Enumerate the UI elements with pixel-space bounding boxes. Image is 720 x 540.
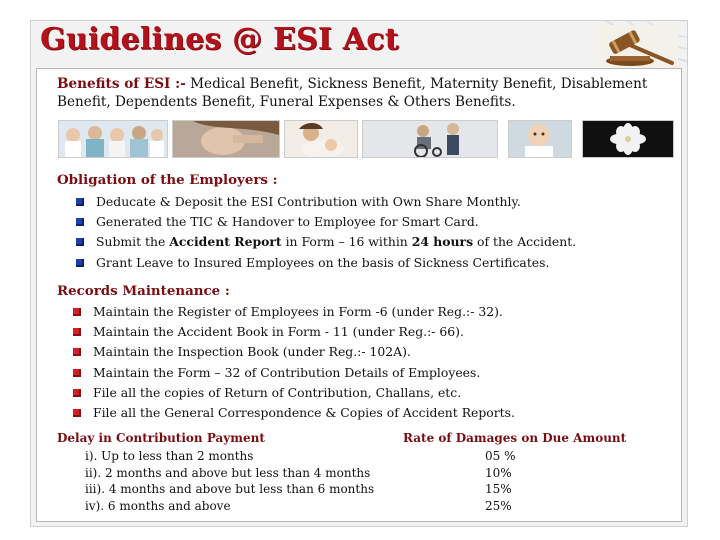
benefits-text: Medical Benefit, Sickness Benefit, Maternity Benefit, Disablement Benefit, Dependents Benefit, Funeral Expenses & Others Benefits. [57,76,648,110]
benefits-label: Benefits of ESI :- [57,76,186,92]
list-item: Grant Leave to Insured Employees on the basis of Sickness Certificates. [76,253,576,273]
bullet-icon [76,259,84,267]
records-list [73,302,515,423]
bullet-icon [73,328,81,336]
medical-team-photo [58,120,168,158]
list-item: Maintain the Inspection Book (under Reg.:- 102A). [73,342,515,362]
mother-baby-photo [284,120,358,158]
list-item: Submit the Accident Report in Form – 16 within 24 hours of the Accident. [76,232,576,252]
delay-period: i). Up to less than 2 months [85,449,254,463]
list-item: Generated the TIC & Handover to Employee for Smart Card. [76,212,576,232]
list-item: File all the General Correspondence & Copies of Accident Reports. [73,403,515,423]
delay-period: iii). 4 months and above but less than 6 months [85,482,375,496]
hours-highlight: 24 hours [411,234,474,250]
list-item: Maintain the Register of Employees in Form -6 (under Reg.:- 32). [73,302,515,322]
rate-heading: Rate of Damages on Due Amount [403,431,627,445]
bullet-icon [73,369,81,377]
damage-rate: 15% [485,482,512,496]
damage-rate: 05 % [485,449,516,463]
list-item: Maintain the Accident Book in Form - 11 (under Reg.:- 66). [73,322,515,342]
white-flower-photo [582,120,674,158]
gavel-icon [596,25,678,70]
benefits-paragraph [57,75,667,111]
bullet-icon [73,389,81,397]
page-title: Guidelines @ ESI Act [40,22,399,57]
wheelchair-photo [362,120,498,158]
baby-photo [508,120,572,158]
bullet-icon [73,348,81,356]
list-item: File all the copies of Return of Contribution, Challans, etc. [73,383,515,403]
bullet-icon [73,308,81,316]
list-item: Deducate & Deposit the ESI Contribution with Own Share Monthly. [76,192,576,212]
sick-woman-photo [172,120,280,158]
accident-report-highlight: Accident Report [169,234,282,250]
list-item: Maintain the Form – 32 of Contribution Details of Employees. [73,363,515,383]
bullet-icon [76,238,84,246]
bullet-icon [76,198,84,206]
damage-rate: 25% [485,499,512,513]
bullet-icon [76,218,84,226]
obligations-heading: Obligation of the Employers : [57,172,278,188]
delay-period: ii). 2 months and above but less than 4 months [85,466,371,480]
obligations-list [76,192,576,273]
damage-rate: 10% [485,466,512,480]
records-heading: Records Maintenance : [57,283,230,299]
bullet-icon [73,409,81,417]
delay-heading: Delay in Contribution Payment [57,431,265,445]
delay-period: iv). 6 months and above [85,499,231,513]
benefits-photo-strip [58,120,678,158]
